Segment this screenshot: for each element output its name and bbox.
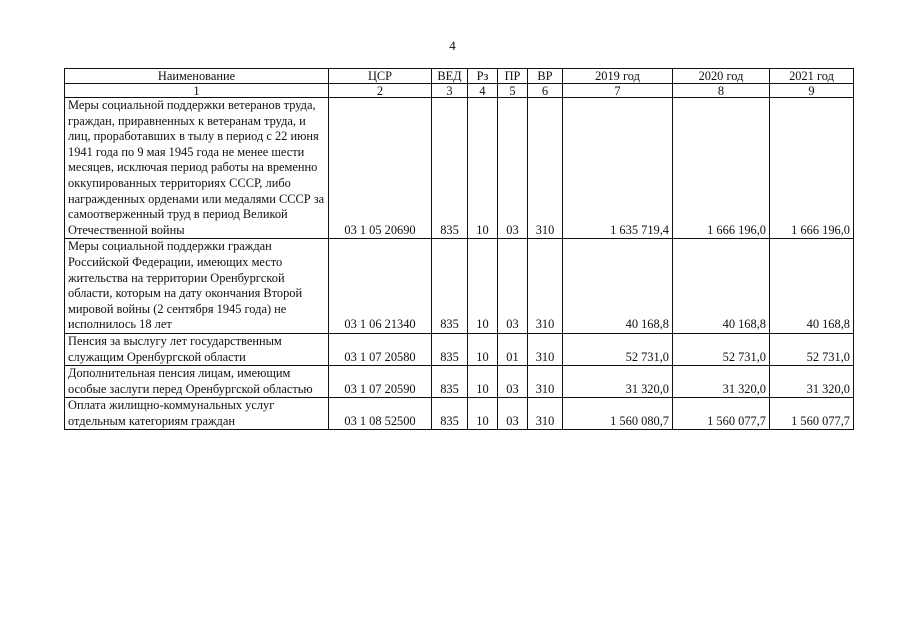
header-rz: Рз bbox=[468, 69, 498, 84]
column-number-row bbox=[65, 84, 854, 98]
row-pr: 03 bbox=[498, 239, 528, 334]
row-name: Пенсия за выслугу лет государственным служащим Оренбургской области bbox=[65, 333, 329, 365]
row-2019: 1 560 080,7 bbox=[563, 398, 673, 430]
row-2019: 52 731,0 bbox=[563, 333, 673, 365]
table-row bbox=[65, 398, 854, 430]
table-row bbox=[65, 98, 854, 239]
row-2021: 31 320,0 bbox=[770, 366, 854, 398]
header-row bbox=[65, 69, 854, 84]
row-rz: 10 bbox=[468, 239, 498, 334]
budget-table bbox=[64, 68, 854, 430]
column-number: 5 bbox=[498, 84, 528, 98]
row-pr: 03 bbox=[498, 98, 528, 239]
row-name: Меры социальной поддержки граждан Российской Федерации, имеющих место жительства на территории Оренбургской области, которым на дату окончания Второй мировой войны (2 сентября 1945 года) не исполнилось 18 лет bbox=[65, 239, 329, 334]
row-rz: 10 bbox=[468, 398, 498, 430]
row-2020: 52 731,0 bbox=[673, 333, 770, 365]
row-ved: 835 bbox=[432, 333, 468, 365]
row-2020: 1 560 077,7 bbox=[673, 398, 770, 430]
row-2020: 31 320,0 bbox=[673, 366, 770, 398]
row-csr: 03 1 07 20580 bbox=[329, 333, 432, 365]
row-2019: 1 635 719,4 bbox=[563, 98, 673, 239]
row-vr: 310 bbox=[528, 333, 563, 365]
column-number: 4 bbox=[468, 84, 498, 98]
row-pr: 03 bbox=[498, 366, 528, 398]
row-2019: 40 168,8 bbox=[563, 239, 673, 334]
header-2020: 2020 год bbox=[673, 69, 770, 84]
header-csr: ЦСР bbox=[329, 69, 432, 84]
row-2021: 1 560 077,7 bbox=[770, 398, 854, 430]
row-vr: 310 bbox=[528, 398, 563, 430]
row-csr: 03 1 08 52500 bbox=[329, 398, 432, 430]
table-row bbox=[65, 366, 854, 398]
row-csr: 03 1 06 21340 bbox=[329, 239, 432, 334]
page-number: 4 bbox=[449, 38, 456, 53]
header-ved: ВЕД bbox=[432, 69, 468, 84]
header-vr: ВР bbox=[528, 69, 563, 84]
row-vr: 310 bbox=[528, 366, 563, 398]
row-2021: 40 168,8 bbox=[770, 239, 854, 334]
row-pr: 01 bbox=[498, 333, 528, 365]
row-vr: 310 bbox=[528, 98, 563, 239]
column-number: 2 bbox=[329, 84, 432, 98]
row-2020: 40 168,8 bbox=[673, 239, 770, 334]
column-number: 1 bbox=[65, 84, 329, 98]
row-csr: 03 1 05 20690 bbox=[329, 98, 432, 239]
row-ved: 835 bbox=[432, 366, 468, 398]
table-row bbox=[65, 239, 854, 334]
table-row bbox=[65, 333, 854, 365]
column-number: 6 bbox=[528, 84, 563, 98]
row-rz: 10 bbox=[468, 333, 498, 365]
column-number: 8 bbox=[673, 84, 770, 98]
row-name: Меры социальной поддержки ветеранов труда, граждан, приравненных к ветеранам труда, и лиц, проработавших в тылу в период с 22 июня 1941 года по 9 мая 1945 года не менее шести месяцев, исключая период работы на временно оккупированных территориях СССР, либо награжденных орденами или медалями СССР за самоотверженный труд в период Великой Отечественной войны bbox=[65, 98, 329, 239]
header-2019: 2019 год bbox=[563, 69, 673, 84]
row-csr: 03 1 07 20590 bbox=[329, 366, 432, 398]
row-2021: 52 731,0 bbox=[770, 333, 854, 365]
row-rz: 10 bbox=[468, 366, 498, 398]
row-2021: 1 666 196,0 bbox=[770, 98, 854, 239]
row-ved: 835 bbox=[432, 98, 468, 239]
row-vr: 310 bbox=[528, 239, 563, 334]
row-name: Оплата жилищно-коммунальных услуг отдельным категориям граждан bbox=[65, 398, 329, 430]
row-2019: 31 320,0 bbox=[563, 366, 673, 398]
row-ved: 835 bbox=[432, 239, 468, 334]
row-name: Дополнительная пенсия лицам, имеющим особые заслуги перед Оренбургской областью bbox=[65, 366, 329, 398]
row-pr: 03 bbox=[498, 398, 528, 430]
column-number: 9 bbox=[770, 84, 854, 98]
column-number: 7 bbox=[563, 84, 673, 98]
row-2020: 1 666 196,0 bbox=[673, 98, 770, 239]
header-pr: ПР bbox=[498, 69, 528, 84]
header-name: Наименование bbox=[65, 69, 329, 84]
header-2021: 2021 год bbox=[770, 69, 854, 84]
column-number: 3 bbox=[432, 84, 468, 98]
row-ved: 835 bbox=[432, 398, 468, 430]
row-rz: 10 bbox=[468, 98, 498, 239]
